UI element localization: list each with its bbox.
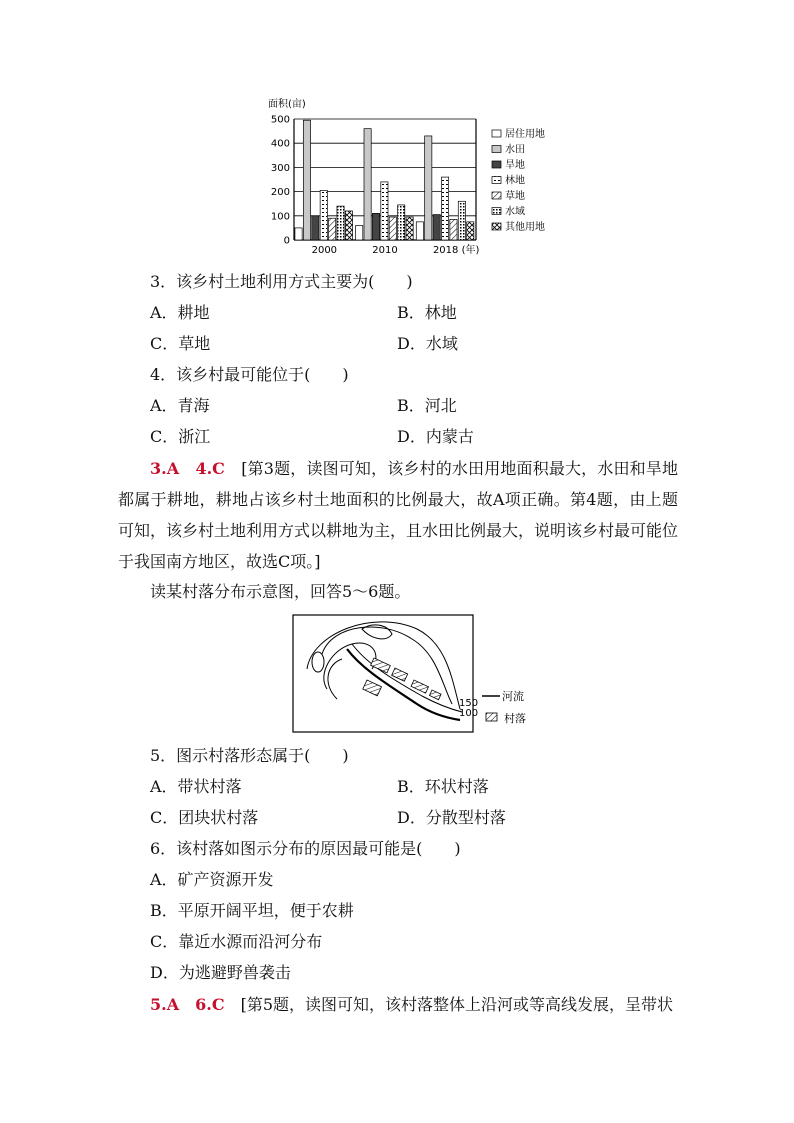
q5-option-b: B．环状村落: [397, 777, 489, 796]
legend-village-symbol: [486, 713, 497, 721]
q4-stem: 4．该乡村最可能位于( ): [150, 365, 349, 384]
legend-river-label: 河流: [502, 690, 524, 703]
q3-option-d: D．水域: [397, 334, 458, 353]
q3-option-b: B．林地: [397, 303, 457, 322]
legend-village-label: 村落: [504, 712, 526, 725]
q5-stem: 5．图示村落形态属于( ): [150, 746, 349, 765]
map-frame: [293, 615, 473, 732]
land-use-chart-svg: [262, 95, 562, 265]
q6-stem: 6．该村落如图示分布的原因最可能是( ): [150, 839, 461, 858]
q3-option-a: A．耕地: [150, 303, 210, 322]
y-tick-label: 200: [270, 187, 290, 199]
legend-swatch-2: [492, 161, 501, 168]
answer-5-6-text: [第5题，读图可知，该村落整体上沿河或等高线发展，呈带状: [240, 995, 674, 1014]
bar-2000-2: [312, 216, 319, 240]
bar-2018-1: [425, 136, 432, 240]
bar-2010-1: [364, 129, 371, 240]
q5-option-a: A．带状村落: [150, 777, 242, 796]
bar-2018-3: [441, 177, 448, 240]
bar-2000-3: [320, 190, 327, 240]
q3-stem: 3．该乡村土地利用方式主要为( ): [150, 272, 413, 291]
y-tick-label: 400: [270, 138, 290, 150]
bar-2010-4: [389, 217, 396, 240]
legend-label-4: 草地: [505, 191, 525, 202]
village-map: [292, 614, 542, 734]
y-tick-label: 0: [283, 235, 290, 247]
land-use-chart: [262, 95, 562, 265]
q4-option-d: D．内蒙古: [397, 427, 474, 446]
intro-5-6: 读某村落分布示意图，回答5～6题。: [150, 582, 411, 601]
bar-2000-0: [295, 228, 302, 240]
legend-swatch-1: [492, 146, 501, 153]
x-tick-label: 2018: [432, 245, 459, 256]
legend-swatch-5: [492, 208, 501, 215]
x-tick-label: 2000: [311, 245, 338, 256]
q3-option-c: C．草地: [150, 334, 211, 353]
bar-2000-4: [329, 218, 336, 240]
answer-3-4-label: 3.A 4.C: [150, 459, 225, 478]
legend-swatch-6: [492, 223, 501, 230]
legend-label-0: 居住用地: [505, 129, 545, 140]
legend-label-5: 水域: [505, 206, 525, 218]
bar-2018-4: [450, 219, 457, 240]
contour-label-100: 100: [459, 708, 479, 719]
y-tick-label: 500: [270, 114, 290, 126]
x-tick-label: 2010: [372, 245, 398, 256]
answer-3-4-text: [第3题，读图可知，该乡村的水田用地面积最大，水田和旱地都属于耕地，耕地占该乡村土地面积的比例最大，故A项正确。第4题，由上题可知，该乡村土地利用方式以耕地为主，且水田比例最大，说明该乡村最可能位于我国南方地区，故选C项。]: [118, 459, 679, 571]
answer-5-6-label: 5.A 6.C: [150, 995, 225, 1014]
bar-2018-5: [458, 201, 465, 240]
answer-3-4: [118, 453, 678, 577]
bar-2018-2: [433, 215, 440, 240]
q4-option-b: B．河北: [397, 396, 457, 415]
legend-label-6: 其他用地: [505, 222, 545, 233]
y-tick-label: 300: [270, 162, 290, 174]
legend-label-3: 林地: [505, 175, 525, 187]
q4-option-c: C．浙江: [150, 427, 211, 446]
bar-2000-5: [337, 206, 344, 240]
q6-option-c: C．靠近水源而沿河分布: [150, 932, 323, 951]
bar-2010-5: [398, 205, 405, 240]
bar-2018-0: [416, 222, 423, 240]
village-map-svg: [292, 614, 542, 734]
legend-label-1: 水田: [505, 144, 525, 156]
q5-option-c: C．团块状村落: [150, 808, 259, 827]
chart-ylabel: 面积(亩): [268, 99, 306, 110]
bar-2010-6: [406, 217, 413, 240]
y-tick-label: 100: [270, 211, 290, 223]
bar-2000-1: [303, 120, 310, 240]
bar-2000-6: [345, 211, 352, 240]
q6-option-b: B．平原开阔平坦，便于农耕: [150, 901, 354, 920]
bar-2010-3: [381, 182, 388, 240]
q4-option-a: A．青海: [150, 396, 210, 415]
q5-option-d: D．分散型村落: [397, 808, 506, 827]
legend-swatch-4: [492, 192, 501, 199]
contour-label-150: 150: [459, 698, 479, 709]
bar-2010-2: [372, 213, 379, 240]
bar-2018-6: [467, 222, 474, 240]
q6-option-a: A．矿产资源开发: [150, 870, 274, 889]
legend-swatch-3: [492, 177, 501, 184]
legend-label-2: 旱地: [505, 160, 525, 171]
answer-5-6: [118, 989, 678, 1020]
bar-2010-0: [356, 225, 363, 240]
q6-option-d: D．为逃避野兽袭击: [150, 963, 291, 982]
x-axis-unit: (年): [461, 245, 480, 256]
legend-swatch-0: [492, 130, 501, 137]
